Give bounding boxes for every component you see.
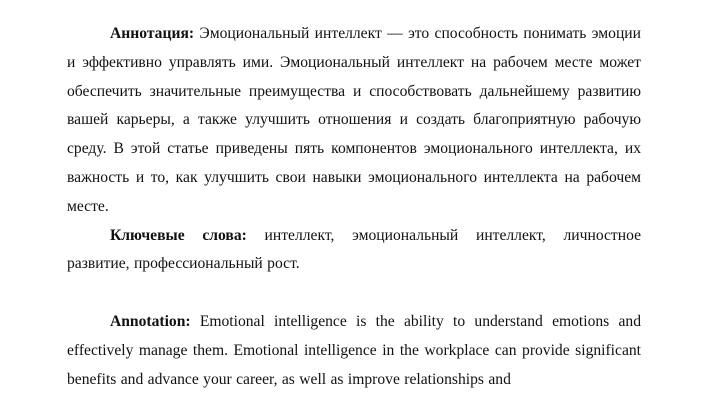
abstract-en-paragraph [67,308,641,394]
document-page [67,20,641,394]
keywords-ru-text: интеллект, эмоциональный интеллект, личностное развитие, профессиональный рост. [67,226,641,273]
abstract-ru-paragraph [67,20,641,222]
paragraph-spacer [67,279,641,308]
abstract-ru-text: Эмоциональный интеллект — это способность понимать эмоции и эффективно управлять ими. Эмоциональный интеллект на рабочем месте может обеспечить значительные преимущества и способствовать дальнейшему развитию вашей карьеры, а также улучшить отношения и создать благоприятную рабочую среду. В этой статье приведены пять компонентов эмоционального интеллекта, их важность и то, как улучшить свои навыки эмоционального интеллекта на рабочем месте. [67,25,641,215]
abstract-en-label: Annotation: [110,312,191,330]
abstract-ru-label: Аннотация: [110,25,195,42]
keywords-ru-label: Ключевые слова: [110,226,247,244]
abstract-en-text: Emotional intelligence is the ability to understand emotions and effectively manage them. Emotional intelligence in the workplace can provide significant benefits and advance your career, as well as improve relationships and [67,312,641,388]
keywords-ru-paragraph [67,222,641,280]
